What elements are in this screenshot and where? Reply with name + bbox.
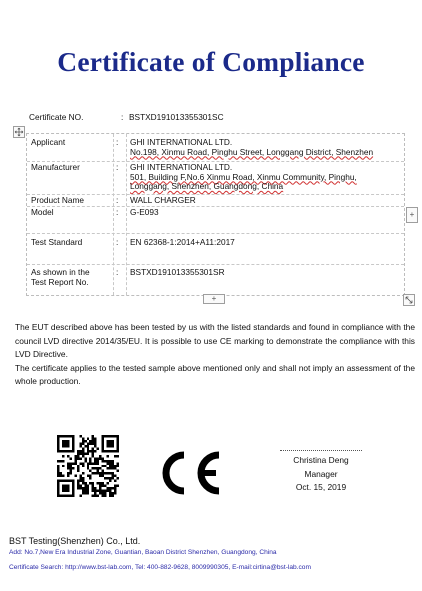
move-arrows-icon (14, 127, 24, 137)
test-standard-value: EN 62368-1:2014+A11:2017 (130, 237, 235, 247)
certificate-number-value: BSTXD191013355301SC (129, 112, 224, 122)
model-value: G-E093 (130, 207, 159, 217)
ce-mark-logo (157, 449, 225, 497)
company-contact: Certificate Search: http://www.bst-lab.com, Tel: 400-882-9628, 8009990305, E-mail:cirtina@bst-lab.com (9, 564, 311, 571)
certificate-number-label: Certificate NO. (29, 112, 84, 122)
diagonal-resize-icon (404, 295, 414, 305)
scope-paragraph: The certificate applies to the tested sample above mentioned only and shall not imply an assessment of the whole production. (15, 362, 415, 387)
manufacturer-line: GHI INTERNATIONAL LTD. (130, 162, 233, 172)
applicant-line: GHI INTERNATIONAL LTD. (130, 137, 233, 147)
manufacturer-line: Longgang, Shenzhen, Guangdong, China (130, 181, 284, 192)
applicant-line: No.198, Xinmu Road, Pinghu Street, Longgang District, Shenzhen (130, 146, 374, 157)
product-name-label: Product Name (31, 195, 85, 205)
add-column-icon[interactable]: + (406, 207, 418, 223)
applicant-separator: : (116, 137, 119, 147)
applicant-value (130, 138, 400, 157)
compliance-paragraph: The EUT described above has been tested by us with the listed standards and found in compliance with the council LVD directive 2014/35/EU. It is possible to use CE marking to demonstrate the compliance with this LVD Directive. (15, 322, 415, 360)
test-standard-separator: : (116, 237, 119, 247)
add-row-icon[interactable]: + (203, 294, 225, 304)
manufacturer-line: 501, Building F,No.6 Xinmu Road, Xinmu Community, Pinghu, (130, 171, 357, 182)
certificate-number (29, 112, 224, 122)
test-report-label (31, 268, 90, 287)
test-report-separator: : (116, 267, 119, 277)
signer-name: Christina Deng (293, 455, 349, 465)
compliance-statement (15, 321, 415, 389)
manufacturer-value (130, 163, 400, 192)
test-report-label-line: Test Report No. (31, 276, 89, 287)
table-row-test-standard (27, 238, 404, 265)
manufacturer-label: Manufacturer (31, 162, 80, 172)
certificate-number-separator: : (121, 112, 124, 122)
ce-mark-text: CE (157, 449, 159, 450)
signer-title: Manager (304, 469, 338, 479)
qr-code-icon (57, 435, 119, 497)
signature-date: Oct. 15, 2019 (295, 482, 347, 492)
table-row-applicant (27, 138, 404, 162)
details-table (26, 133, 405, 296)
certificate-title: Certificate of Compliance (57, 46, 365, 77)
test-report-label-line: As shown in the (31, 267, 90, 277)
table-row-model (27, 208, 404, 234)
resize-handle-icon[interactable] (403, 294, 415, 306)
test-standard-label: Test Standard (31, 237, 83, 247)
table-row-product-name (27, 196, 404, 207)
model-label: Model (31, 207, 54, 217)
company-address: Add: No.7,New Era Industrial Zone, Guantian, Baoan District Shenzhen, Guangdong, China (9, 549, 277, 556)
table-row-test-report (27, 268, 404, 292)
table-row-manufacturer (27, 163, 404, 195)
company-name: BST Testing(Shenzhen) Co., Ltd. (9, 536, 141, 546)
signature-line (280, 450, 362, 451)
model-separator: : (116, 207, 119, 217)
test-report-value: BSTXD191013355301SR (130, 267, 225, 277)
applicant-label: Applicant (31, 137, 66, 147)
product-name-value: WALL CHARGER (130, 195, 196, 205)
manufacturer-separator: : (116, 162, 119, 172)
move-handle-icon[interactable] (13, 126, 25, 138)
product-name-separator: : (116, 195, 119, 205)
